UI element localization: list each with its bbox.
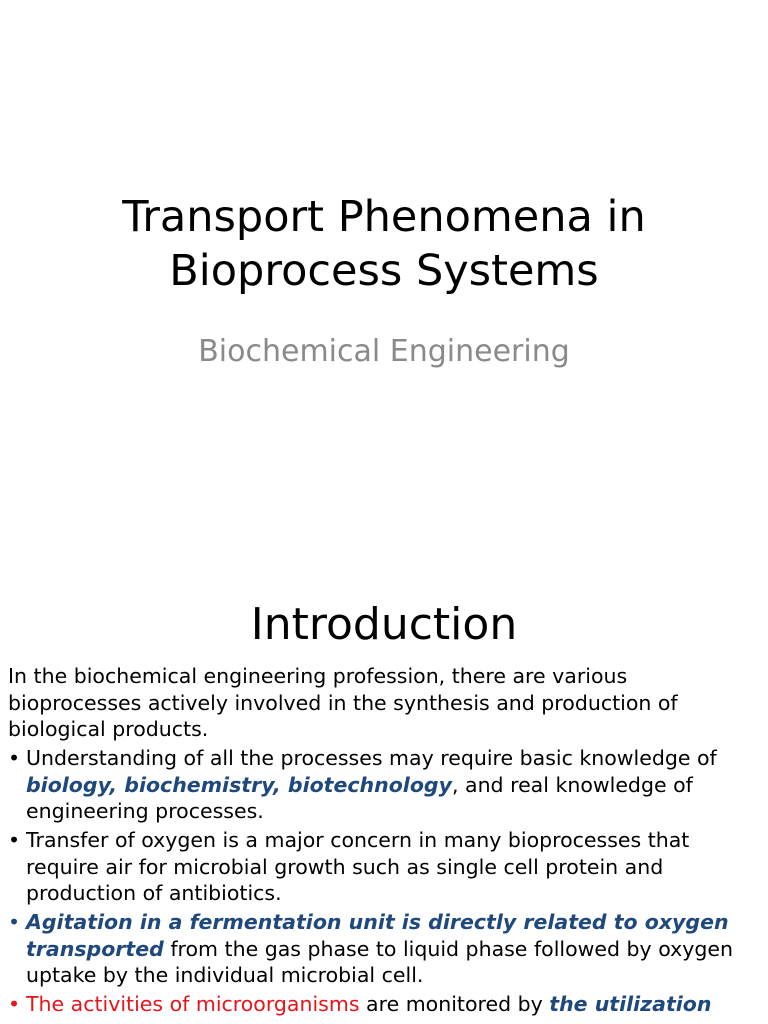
bullet-item-agitation: [8, 909, 760, 989]
bullet-item-microorganisms: [8, 991, 760, 1018]
title-line-2: Bioprocess Systems: [169, 246, 599, 296]
bullet-marker: •: [8, 746, 21, 770]
presentation-subtitle: Biochemical Engineering: [198, 334, 570, 369]
emphasis-text: Agitation in a fermentation unit is directly related to oxygen transported: [26, 910, 729, 961]
alert-text: The activities of microorganisms: [26, 992, 360, 1016]
bullet-marker: •: [8, 910, 21, 934]
bullet-marker: •: [8, 992, 21, 1016]
emphasis-text: biology, biochemistry, biotechnology: [26, 772, 452, 797]
slide-title: Introduction: [250, 599, 518, 650]
bullet-list: [8, 745, 760, 1018]
bullet-item-oxygen-transfer: [8, 827, 760, 907]
bullet-text: , and real knowledge of engineering processes.: [26, 772, 693, 823]
slide-body: [8, 663, 760, 1018]
title-line-1: Transport Phenomena in: [122, 192, 646, 242]
introduction-slide: [0, 580, 768, 1024]
bullet-item-knowledge: [8, 745, 760, 825]
intro-paragraph: In the biochemical engineering profession, there are various bioprocesses actively involved in the synthesis and production of biological products.: [8, 664, 678, 741]
emphasis-text: the utilization: [549, 992, 712, 1016]
bullet-text: are monitored by: [359, 992, 550, 1016]
bullet-text: Transfer of oxygen is a major concern in many bioprocesses that require air for microbial growth such as single cell protein and production of antibiotics.: [26, 828, 690, 905]
bullet-marker: •: [8, 828, 21, 852]
bullet-text: from the gas phase to liquid phase followed by oxygen uptake by the individual microbial cell.: [26, 936, 733, 987]
presentation-title: [0, 190, 768, 298]
bullet-text: Understanding of all the processes may require basic knowledge of: [26, 746, 717, 770]
